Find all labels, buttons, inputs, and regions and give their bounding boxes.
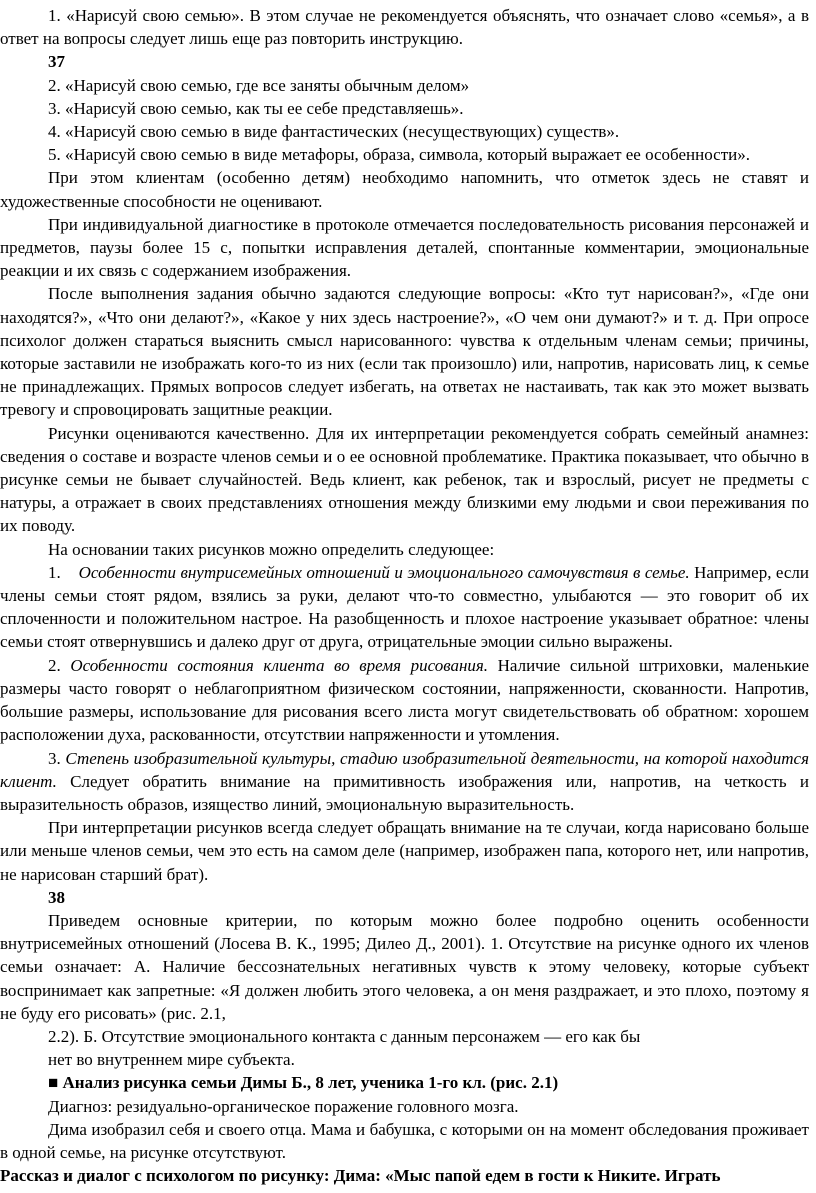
feature-3 [0,747,809,817]
instruction-item-4: 4. «Нарисуй свою семью в виде фантастических (несуществующих) существ». [48,122,620,142]
feature-3-text: Следует обратить внимание на примитивность изображения или, напротив, на четкость и выразительность образов, изящество линий, эмоциональную выразительность. [0,771,810,814]
feature-1 [0,561,809,654]
paragraph-story: Рассказ и диалог с психологом по рисунку: Дима: «Мыс папой едем в гости к Никите. Играть [0,1166,721,1186]
square-bullet-icon: ■ [48,1073,59,1093]
instruction-item-1: 1. «Нарисуй свою семью». В этом случае не рекомендуется объяснять, что означает слово «семья», а в ответ на вопросы следует лишь еще раз повторить инструкцию. [0,6,809,49]
feature-2-text: Наличие сильной штриховки, маленькие размеры часто говорят о неблагоприятном физическом состоянии, напряженности, скованности. Напротив, большие размеры, использование для рисования всего листа могут свидетельствовать об обратном: хорошем расположении духа, раскованности, отсутствии напряженности и утомления. [0,655,810,745]
feature-1-title: Особенности внутрисемейных отношений и эмоционального самочувствия в семье. [78,562,690,582]
paragraph-questions: После выполнения задания обычно задаются следующие вопросы: «Кто тут нарисован?», «Где они находятся?», «Что они делают?», «Какое у них здесь настроение?», «О чем они думают?» и т. д. При опросе психолог должен стараться выяснить смысл нарисованного: чувства к отдельным членам семьи; причины, которые заставили не изображать кого-то из них (если так произошло) или, напротив, нарисовать лиц, к семье не принадлежащих. Прямых вопросов следует избегать, на ответах не настаивать, так как это может вызвать тревогу и спровоцировать защитные реакции. [0,284,809,420]
paragraph-basis: На основании таких рисунков можно определить следующее: [48,539,495,559]
feature-2 [0,654,809,747]
paragraph-interpretation: При интерпретации рисунков всегда следует обращать внимание на те случаи, когда нарисовано больше или меньше членов семьи, чем это есть на самом деле (например, изображен папа, которого нет, или напротив, не нарисован старший брат). [0,818,809,884]
paragraph-diagnosis: Диагноз: резидуально-органическое поражение головного мозга. [48,1096,519,1116]
page-number-37: 37 [48,52,65,72]
paragraph-criteria: Приведем основные критерии, по которым можно более подробно оценить особенности внутрисемейных отношений (Лосева В. К., 1995; Дилео Д., 2001). 1. Отсутствие на рисунке одного их членов семьи означает: А. Наличие бессознательных негативных чувств к этому человеку, которые субъект воспринимает как запретные: «Я должен любить этого человека, а он меня раздражает, и это плохо, поэтому я не буду его рисовать» (рис. 2.1, [0,910,809,1023]
analysis-heading-text: Анализ рисунка семьи Димы Б., 8 лет, ученика 1-го кл. (рис. 2.1) [62,1073,559,1093]
paragraph-evaluation: Рисунки оцениваются качественно. Для их интерпретации рекомендуется собрать семейный анамнез: сведения о составе и возрасте членов семьи и о ее основной проблематике. Практика показывает, что обычно в рисунке семьи не бывает случайностей. Ведь клиент, как ребенок, так и взрослый, рисует не предметы с натуры, а отражает в своих представлениях отношения между близкими ему людьми и свои переживания по их поводу. [0,423,809,536]
instruction-item-3: 3. «Нарисуй свою семью, как ты ее себе представляешь». [48,98,464,118]
feature-2-title: Особенности состояния клиента во время рисования. [70,655,489,675]
analysis-heading [0,1071,809,1094]
instruction-item-5: 5. «Нарисуй свою семью в виде метафоры, образа, символа, который выражает ее особенности». [48,145,750,165]
feature-1-number: 1. [48,562,61,582]
feature-2-number: 2. [48,655,61,675]
feature-3-title: Степень изобразительной культуры, стадию изобразительной деятельности, на которой находится клиент. [0,748,810,791]
paragraph-reminder: При этом клиентам (особенно детям) необходимо напомнить, что отметок здесь не ставят и художественные способности не оценивают. [0,168,809,211]
feature-3-number: 3. [48,748,61,768]
paragraph-criteria-continued-1: 2.2). Б. Отсутствие эмоционального контакта с данным персонажем — его как бы [48,1026,641,1046]
paragraph-dima-drew: Дима изобразил себя и своего отца. Мама и бабушка, с которыми он на момент обследования проживает в одной семье, на рисунке отсутствуют. [0,1119,809,1162]
paragraph-criteria-continued-2: нет во внутреннем мире субъекта. [48,1050,295,1070]
paragraph-protocol: При индивидуальной диагностике в протоколе отмечается последовательность рисования персонажей и предметов, паузы более 15 с, попытки исправления деталей, спонтанные комментарии, эмоциональные реакции и их связь с содержанием изображения. [0,214,809,281]
instruction-item-2: 2. «Нарисуй свою семью, где все заняты обычным делом» [48,75,470,95]
feature-1-text: Например, если члены семьи стоят рядом, взялись за руки, делают что-то совместно, улыбаются — это говорит об их сплоченности и положительном настрое. На разобщенность и плохое настроение указывает обратное: члены семьи стоят отвернувшись и далеко друг от друга, отрицательные эмоции сильно выражены. [0,562,810,652]
page-number-38: 38 [48,887,65,907]
